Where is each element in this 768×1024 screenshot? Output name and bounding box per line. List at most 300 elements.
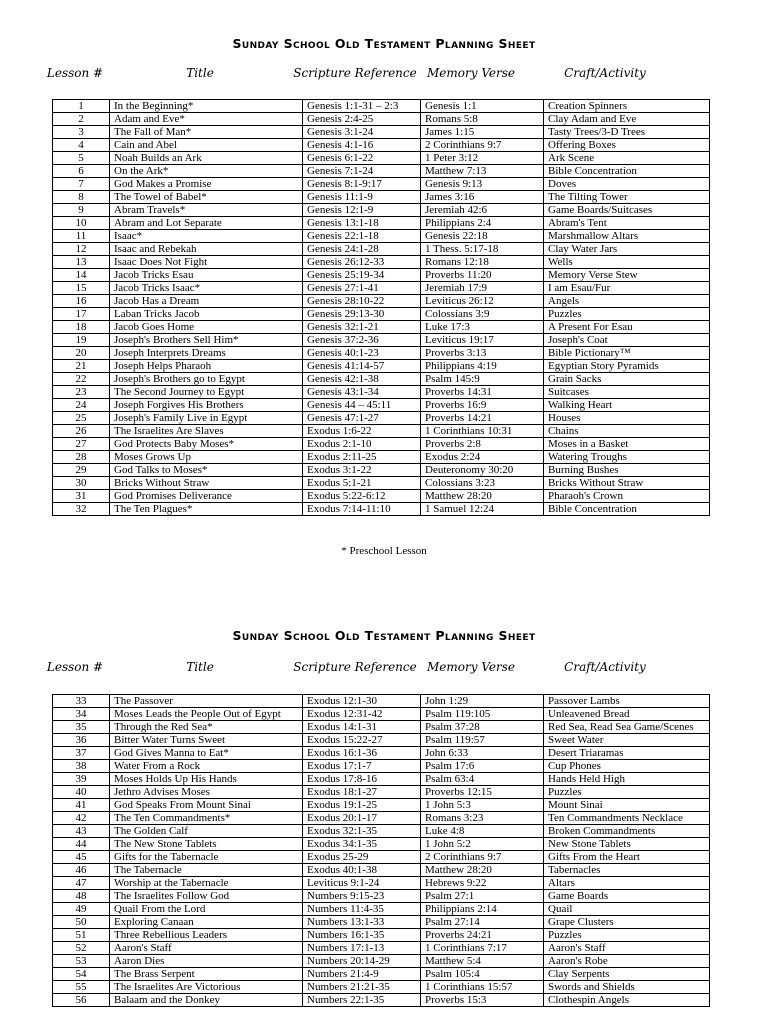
lesson-number-cell: 25: [53, 412, 110, 425]
lesson-title-cell: Worship at the Tabernacle: [110, 877, 303, 890]
craft-activity-cell: Hands Held High: [544, 773, 710, 786]
craft-activity-cell: Sweet Water: [544, 734, 710, 747]
table-row: [53, 490, 710, 503]
memory-verse-cell: Leviticus 26:12: [421, 295, 544, 308]
lesson-number-cell: 24: [53, 399, 110, 412]
scripture-reference-cell: Genesis 1:1-31 – 2:3: [303, 100, 421, 113]
table-row: [53, 464, 710, 477]
craft-activity-cell: Joseph's Coat: [544, 334, 710, 347]
lesson-number-cell: 32: [53, 503, 110, 516]
table-row: [53, 955, 710, 968]
craft-activity-cell: Doves: [544, 178, 710, 191]
lesson-number-cell: 18: [53, 321, 110, 334]
scripture-reference-cell: Exodus 40:1-38: [303, 864, 421, 877]
table-row: [53, 942, 710, 955]
lesson-title-cell: Isaac Does Not Fight: [110, 256, 303, 269]
table-row: [53, 152, 710, 165]
table-row: [53, 295, 710, 308]
craft-activity-cell: Ark Scene: [544, 152, 710, 165]
table-row: [53, 695, 710, 708]
lesson-number-cell: 33: [53, 695, 110, 708]
scripture-reference-cell: Exodus 14:1-31: [303, 721, 421, 734]
table-row: [53, 451, 710, 464]
lesson-number-cell: 13: [53, 256, 110, 269]
table-row: [53, 916, 710, 929]
craft-activity-cell: Desert Triaramas: [544, 747, 710, 760]
lesson-number-cell: 7: [53, 178, 110, 191]
craft-activity-cell: Creation Spinners: [544, 100, 710, 113]
sheet-title: Sunday School Old Testament Planning Sheet: [232, 36, 536, 51]
scripture-reference-cell: Exodus 7:14-11:10: [303, 503, 421, 516]
lesson-title-cell: Adam and Eve*: [110, 113, 303, 126]
scripture-reference-cell: Genesis 3:1-24: [303, 126, 421, 139]
lesson-title-cell: Joseph's Brothers go to Egypt: [110, 373, 303, 386]
lesson-title-cell: Joseph Helps Pharaoh: [110, 360, 303, 373]
memory-verse-cell: 1 Corinthians 7:17: [421, 942, 544, 955]
table-row: [53, 347, 710, 360]
lesson-title-cell: God Makes a Promise: [110, 178, 303, 191]
memory-verse-cell: Matthew 7:13: [421, 165, 544, 178]
lesson-title-cell: Jacob Tricks Esau: [110, 269, 303, 282]
table-row: [53, 217, 710, 230]
craft-activity-cell: Houses: [544, 412, 710, 425]
scripture-reference-cell: Genesis 29:13-30: [303, 308, 421, 321]
lesson-number-cell: 11: [53, 230, 110, 243]
craft-activity-cell: Tasty Trees/3-D Trees: [544, 126, 710, 139]
memory-verse-cell: Psalm 27:14: [421, 916, 544, 929]
scripture-reference-cell: Genesis 25:19-34: [303, 269, 421, 282]
craft-activity-cell: Clay Serpents: [544, 968, 710, 981]
craft-activity-cell: Puzzles: [544, 308, 710, 321]
table-row: [53, 360, 710, 373]
table-row: [53, 734, 710, 747]
lesson-number-cell: 3: [53, 126, 110, 139]
lesson-title-cell: Gifts for the Tabernacle: [110, 851, 303, 864]
lesson-number-cell: 46: [53, 864, 110, 877]
scripture-reference-cell: Genesis 2:4-25: [303, 113, 421, 126]
craft-activity-cell: Chains: [544, 425, 710, 438]
header-craft-activity: Craft/Activity: [564, 66, 646, 80]
table-row: [53, 100, 710, 113]
memory-verse-cell: Genesis 9:13: [421, 178, 544, 191]
memory-verse-cell: Psalm 119:105: [421, 708, 544, 721]
lesson-number-cell: 23: [53, 386, 110, 399]
table-row: [53, 269, 710, 282]
table-row: [53, 994, 710, 1007]
scripture-reference-cell: Genesis 42:1-38: [303, 373, 421, 386]
lesson-title-cell: The Israelites Follow God: [110, 890, 303, 903]
craft-activity-cell: Ten Commandments Necklace: [544, 812, 710, 825]
memory-verse-cell: Psalm 17:6: [421, 760, 544, 773]
scripture-reference-cell: Genesis 13:1-18: [303, 217, 421, 230]
lesson-number-cell: 5: [53, 152, 110, 165]
table-row: [53, 243, 710, 256]
table-row: [53, 773, 710, 786]
lesson-number-cell: 36: [53, 734, 110, 747]
memory-verse-cell: John 6:33: [421, 747, 544, 760]
craft-activity-cell: Marshmallow Altars: [544, 230, 710, 243]
lesson-number-cell: 35: [53, 721, 110, 734]
scripture-reference-cell: Genesis 26:12-33: [303, 256, 421, 269]
table-row: [53, 230, 710, 243]
scripture-reference-cell: Exodus 15:22-27: [303, 734, 421, 747]
memory-verse-cell: Leviticus 19:17: [421, 334, 544, 347]
scripture-reference-cell: Exodus 16:1-36: [303, 747, 421, 760]
preschool-lesson-note: * Preschool Lesson: [341, 545, 427, 557]
memory-verse-cell: Genesis 1:1: [421, 100, 544, 113]
craft-activity-cell: Quail: [544, 903, 710, 916]
table-row: [53, 165, 710, 178]
lesson-title-cell: God Speaks From Mount Sinai: [110, 799, 303, 812]
table-row: [53, 373, 710, 386]
scripture-reference-cell: Exodus 1:6-22: [303, 425, 421, 438]
table-row: [53, 503, 710, 516]
table-row: [53, 256, 710, 269]
lesson-table: [52, 99, 710, 516]
header-scripture-reference: Scripture Reference: [293, 660, 417, 674]
header-craft-activity: Craft/Activity: [564, 660, 646, 674]
lesson-title-cell: The Ten Commandments*: [110, 812, 303, 825]
memory-verse-cell: 1 John 5:2: [421, 838, 544, 851]
scripture-reference-cell: Exodus 34:1-35: [303, 838, 421, 851]
scripture-reference-cell: Numbers 13:1-33: [303, 916, 421, 929]
scripture-reference-cell: Exodus 3:1-22: [303, 464, 421, 477]
memory-verse-cell: Proverbs 24:21: [421, 929, 544, 942]
lesson-number-cell: 28: [53, 451, 110, 464]
table-row: [53, 139, 710, 152]
scripture-reference-cell: Genesis 43:1-34: [303, 386, 421, 399]
lesson-number-cell: 29: [53, 464, 110, 477]
lesson-title-cell: Laban Tricks Jacob: [110, 308, 303, 321]
scripture-reference-cell: Exodus 25-29: [303, 851, 421, 864]
header-title: Title: [186, 660, 214, 674]
craft-activity-cell: Pharaoh's Crown: [544, 490, 710, 503]
table-row: [53, 786, 710, 799]
lesson-title-cell: Water From a Rock: [110, 760, 303, 773]
table-row: [53, 903, 710, 916]
craft-activity-cell: Altars: [544, 877, 710, 890]
memory-verse-cell: Luke 17:3: [421, 321, 544, 334]
lesson-number-cell: 49: [53, 903, 110, 916]
lesson-number-cell: 34: [53, 708, 110, 721]
table-row: [53, 708, 710, 721]
craft-activity-cell: New Stone Tablets: [544, 838, 710, 851]
craft-activity-cell: Bricks Without Straw: [544, 477, 710, 490]
memory-verse-cell: Matthew 5:4: [421, 955, 544, 968]
craft-activity-cell: Grain Sacks: [544, 373, 710, 386]
scripture-reference-cell: Leviticus 9:1-24: [303, 877, 421, 890]
lesson-title-cell: The Towel of Babel*: [110, 191, 303, 204]
lesson-number-cell: 38: [53, 760, 110, 773]
lesson-number-cell: 48: [53, 890, 110, 903]
memory-verse-cell: Psalm 27:1: [421, 890, 544, 903]
craft-activity-cell: Angels: [544, 295, 710, 308]
scripture-reference-cell: Genesis 12:1-9: [303, 204, 421, 217]
table-row: [53, 438, 710, 451]
lesson-title-cell: The Brass Serpent: [110, 968, 303, 981]
lesson-number-cell: 8: [53, 191, 110, 204]
lesson-number-cell: 14: [53, 269, 110, 282]
table-row: [53, 399, 710, 412]
craft-activity-cell: A Present For Esau: [544, 321, 710, 334]
craft-activity-cell: Aaron's Robe: [544, 955, 710, 968]
lesson-number-cell: 6: [53, 165, 110, 178]
memory-verse-cell: 2 Corinthians 9:7: [421, 139, 544, 152]
scripture-reference-cell: Exodus 2:11-25: [303, 451, 421, 464]
lesson-title-cell: The Ten Plagues*: [110, 503, 303, 516]
lesson-title-cell: God Gives Manna to Eat*: [110, 747, 303, 760]
memory-verse-cell: Luke 4:8: [421, 825, 544, 838]
lesson-number-cell: 30: [53, 477, 110, 490]
memory-verse-cell: 1 Corinthians 10:31: [421, 425, 544, 438]
memory-verse-cell: Psalm 63:4: [421, 773, 544, 786]
scripture-reference-cell: Exodus 17:8-16: [303, 773, 421, 786]
lesson-title-cell: Abram and Lot Separate: [110, 217, 303, 230]
scripture-reference-cell: Exodus 5:22-6:12: [303, 490, 421, 503]
memory-verse-cell: Genesis 22:18: [421, 230, 544, 243]
memory-verse-cell: Colossians 3:9: [421, 308, 544, 321]
header-lesson-number: Lesson #: [46, 660, 104, 674]
memory-verse-cell: Matthew 28:20: [421, 490, 544, 503]
lesson-number-cell: 54: [53, 968, 110, 981]
column-headers: [0, 66, 768, 84]
memory-verse-cell: Proverbs 15:3: [421, 994, 544, 1007]
scripture-reference-cell: Genesis 11:1-9: [303, 191, 421, 204]
table-row: [53, 321, 710, 334]
lesson-number-cell: 10: [53, 217, 110, 230]
lesson-title-cell: Noah Builds an Ark: [110, 152, 303, 165]
lesson-title-cell: The Fall of Man*: [110, 126, 303, 139]
table-row: [53, 981, 710, 994]
craft-activity-cell: Grape Clusters: [544, 916, 710, 929]
lesson-number-cell: 56: [53, 994, 110, 1007]
craft-activity-cell: Suitcases: [544, 386, 710, 399]
header-scripture-reference: Scripture Reference: [293, 66, 417, 80]
lesson-title-cell: Aaron Dies: [110, 955, 303, 968]
memory-verse-cell: Matthew 28:20: [421, 864, 544, 877]
lesson-number-cell: 53: [53, 955, 110, 968]
craft-activity-cell: Game Boards: [544, 890, 710, 903]
scripture-reference-cell: Genesis 27:1-41: [303, 282, 421, 295]
memory-verse-cell: Proverbs 3:13: [421, 347, 544, 360]
scripture-reference-cell: Genesis 32:1-21: [303, 321, 421, 334]
lesson-number-cell: 45: [53, 851, 110, 864]
scripture-reference-cell: Exodus 32:1-35: [303, 825, 421, 838]
lesson-number-cell: 52: [53, 942, 110, 955]
scripture-reference-cell: Exodus 2:1-10: [303, 438, 421, 451]
lesson-title-cell: Balaam and the Donkey: [110, 994, 303, 1007]
scripture-reference-cell: Genesis 37:2-36: [303, 334, 421, 347]
lesson-title-cell: Joseph Forgives His Brothers: [110, 399, 303, 412]
scripture-reference-cell: Genesis 28:10-22: [303, 295, 421, 308]
table-row: [53, 851, 710, 864]
craft-activity-cell: Red Sea, Read Sea Game/Scenes: [544, 721, 710, 734]
scripture-reference-cell: Genesis 22:1-18: [303, 230, 421, 243]
header-lesson-number: Lesson #: [46, 66, 104, 80]
table-row: [53, 799, 710, 812]
table-row: [53, 113, 710, 126]
lesson-number-cell: 19: [53, 334, 110, 347]
table-row: [53, 204, 710, 217]
lesson-number-cell: 26: [53, 425, 110, 438]
lesson-title-cell: Bitter Water Turns Sweet: [110, 734, 303, 747]
memory-verse-cell: Psalm 37:28: [421, 721, 544, 734]
table-row: [53, 126, 710, 139]
lesson-number-cell: 31: [53, 490, 110, 503]
craft-activity-cell: Burning Bushes: [544, 464, 710, 477]
craft-activity-cell: Moses in a Basket: [544, 438, 710, 451]
craft-activity-cell: Clay Adam and Eve: [544, 113, 710, 126]
memory-verse-cell: Psalm 105:4: [421, 968, 544, 981]
lesson-title-cell: Exploring Canaan: [110, 916, 303, 929]
lesson-title-cell: Jacob Has a Dream: [110, 295, 303, 308]
table-row: [53, 864, 710, 877]
scripture-reference-cell: Genesis 40:1-23: [303, 347, 421, 360]
craft-activity-cell: Gifts From the Heart: [544, 851, 710, 864]
lesson-title-cell: Quail From the Lord: [110, 903, 303, 916]
memory-verse-cell: 1 Corinthians 15:57: [421, 981, 544, 994]
lesson-number-cell: 27: [53, 438, 110, 451]
lesson-number-cell: 51: [53, 929, 110, 942]
column-headers: [0, 660, 768, 678]
lesson-title-cell: The New Stone Tablets: [110, 838, 303, 851]
memory-verse-cell: 1 Thess. 5:17-18: [421, 243, 544, 256]
memory-verse-cell: 1 Peter 3:12: [421, 152, 544, 165]
lesson-number-cell: 16: [53, 295, 110, 308]
memory-verse-cell: 1 Samuel 12:24: [421, 503, 544, 516]
lesson-number-cell: 44: [53, 838, 110, 851]
lesson-title-cell: Bricks Without Straw: [110, 477, 303, 490]
header-memory-verse: Memory Verse: [427, 66, 515, 80]
table-row: [53, 968, 710, 981]
lesson-title-cell: Moses Holds Up His Hands: [110, 773, 303, 786]
craft-activity-cell: Passover Lambs: [544, 695, 710, 708]
scripture-reference-cell: Genesis 7:1-24: [303, 165, 421, 178]
lesson-number-cell: 55: [53, 981, 110, 994]
craft-activity-cell: Cup Phones: [544, 760, 710, 773]
lesson-number-cell: 12: [53, 243, 110, 256]
scripture-reference-cell: Numbers 17:1-13: [303, 942, 421, 955]
memory-verse-cell: Colossians 3:23: [421, 477, 544, 490]
memory-verse-cell: John 1:29: [421, 695, 544, 708]
lesson-title-cell: On the Ark*: [110, 165, 303, 178]
scripture-reference-cell: Numbers 16:1-35: [303, 929, 421, 942]
scripture-reference-cell: Exodus 20:1-17: [303, 812, 421, 825]
lesson-title-cell: Jethro Advises Moses: [110, 786, 303, 799]
lesson-title-cell: Three Rebellious Leaders: [110, 929, 303, 942]
lesson-number-cell: 50: [53, 916, 110, 929]
lesson-number-cell: 40: [53, 786, 110, 799]
craft-activity-cell: Egyptian Story Pyramids: [544, 360, 710, 373]
craft-activity-cell: Swords and Shields: [544, 981, 710, 994]
scripture-reference-cell: Genesis 6:1-22: [303, 152, 421, 165]
memory-verse-cell: Romans 3:23: [421, 812, 544, 825]
lesson-title-cell: Jacob Goes Home: [110, 321, 303, 334]
lesson-title-cell: Moses Leads the People Out of Egypt: [110, 708, 303, 721]
craft-activity-cell: Memory Verse Stew: [544, 269, 710, 282]
craft-activity-cell: Game Boards/Suitcases: [544, 204, 710, 217]
memory-verse-cell: Romans 5:8: [421, 113, 544, 126]
lesson-title-cell: Through the Red Sea*: [110, 721, 303, 734]
craft-activity-cell: Bible Concentration: [544, 503, 710, 516]
memory-verse-cell: Proverbs 14:31: [421, 386, 544, 399]
memory-verse-cell: James 1:15: [421, 126, 544, 139]
lesson-title-cell: Joseph's Family Live in Egypt: [110, 412, 303, 425]
craft-activity-cell: Puzzles: [544, 929, 710, 942]
memory-verse-cell: 1 John 5:3: [421, 799, 544, 812]
table-row: [53, 425, 710, 438]
lesson-number-cell: 37: [53, 747, 110, 760]
table-row: [53, 477, 710, 490]
header-title: Title: [186, 66, 214, 80]
craft-activity-cell: Offering Boxes: [544, 139, 710, 152]
memory-verse-cell: Philippians 2:4: [421, 217, 544, 230]
memory-verse-cell: Proverbs 16:9: [421, 399, 544, 412]
craft-activity-cell: Bible Pictionary™: [544, 347, 710, 360]
craft-activity-cell: Mount Sinai: [544, 799, 710, 812]
memory-verse-cell: Proverbs 12:15: [421, 786, 544, 799]
craft-activity-cell: Wells: [544, 256, 710, 269]
lesson-number-cell: 42: [53, 812, 110, 825]
scripture-reference-cell: Numbers 21:21-35: [303, 981, 421, 994]
table-row: [53, 825, 710, 838]
scripture-reference-cell: Exodus 18:1-27: [303, 786, 421, 799]
scripture-reference-cell: Genesis 24:1-28: [303, 243, 421, 256]
lesson-title-cell: God Protects Baby Moses*: [110, 438, 303, 451]
lesson-table: [52, 694, 710, 1007]
lesson-number-cell: 22: [53, 373, 110, 386]
table-row: [53, 334, 710, 347]
scripture-reference-cell: Numbers 22:1-35: [303, 994, 421, 1007]
scripture-reference-cell: Genesis 4:1-16: [303, 139, 421, 152]
craft-activity-cell: Puzzles: [544, 786, 710, 799]
table-row: [53, 191, 710, 204]
table-row: [53, 890, 710, 903]
scripture-reference-cell: Genesis 8:1-9:17: [303, 178, 421, 191]
lesson-title-cell: The Israelites Are Slaves: [110, 425, 303, 438]
lesson-title-cell: Joseph Interprets Dreams: [110, 347, 303, 360]
lesson-title-cell: Isaac*: [110, 230, 303, 243]
lesson-title-cell: The Second Journey to Egypt: [110, 386, 303, 399]
scripture-reference-cell: Exodus 17:1-7: [303, 760, 421, 773]
craft-activity-cell: Bible Concentration: [544, 165, 710, 178]
memory-verse-cell: Psalm 119:57: [421, 734, 544, 747]
scripture-reference-cell: Exodus 19:1-25: [303, 799, 421, 812]
sheet-title: Sunday School Old Testament Planning Sheet: [232, 628, 536, 643]
lesson-title-cell: Isaac and Rebekah: [110, 243, 303, 256]
craft-activity-cell: The Tilting Tower: [544, 191, 710, 204]
scripture-reference-cell: Numbers 21:4-9: [303, 968, 421, 981]
memory-verse-cell: Proverbs 2:8: [421, 438, 544, 451]
lesson-title-cell: Moses Grows Up: [110, 451, 303, 464]
lesson-number-cell: 4: [53, 139, 110, 152]
memory-verse-cell: Philippians 2:14: [421, 903, 544, 916]
memory-verse-cell: Romans 12:18: [421, 256, 544, 269]
header-memory-verse: Memory Verse: [427, 660, 515, 674]
craft-activity-cell: Clay Water Jars: [544, 243, 710, 256]
lesson-number-cell: 39: [53, 773, 110, 786]
lesson-number-cell: 9: [53, 204, 110, 217]
craft-activity-cell: Aaron's Staff: [544, 942, 710, 955]
craft-activity-cell: Tabernacles: [544, 864, 710, 877]
scripture-reference-cell: Exodus 12:31-42: [303, 708, 421, 721]
lesson-number-cell: 41: [53, 799, 110, 812]
table-row: [53, 838, 710, 851]
lesson-number-cell: 15: [53, 282, 110, 295]
lesson-title-cell: The Golden Calf: [110, 825, 303, 838]
lesson-number-cell: 43: [53, 825, 110, 838]
scripture-reference-cell: Numbers 11:4-35: [303, 903, 421, 916]
